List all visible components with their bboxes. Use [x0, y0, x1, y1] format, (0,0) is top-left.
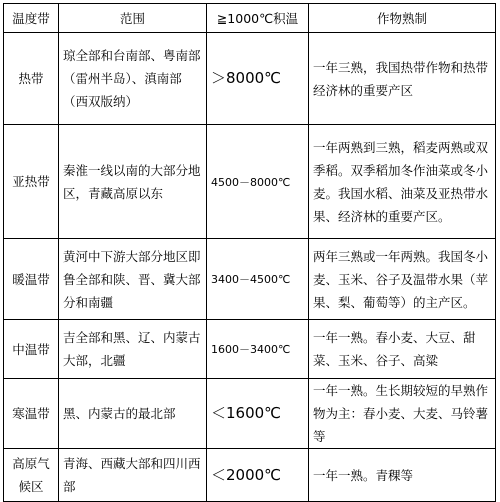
- range-cell: 秦淮一线以南的大部分地区，青藏高原以东: [59, 125, 207, 239]
- header-crops: 作物熟制: [309, 4, 496, 33]
- temp-cell: ＞8000℃: [207, 33, 309, 125]
- zone-cell: 暖温带: [4, 239, 59, 320]
- header-zone: 温度带: [4, 4, 59, 33]
- table-row: [4, 320, 496, 379]
- table-row: [4, 33, 496, 125]
- climate-zone-table: [3, 3, 496, 502]
- crops-cell: 一年一熟。春小麦、大豆、甜菜、玉米、谷子、高粱: [309, 320, 496, 379]
- temp-cell: 1600－3400℃: [207, 320, 309, 379]
- crops-cell: 两年三熟或一年两熟。我国冬小麦、玉米、谷子及温带水果（苹果、梨、葡萄等）的主产区。: [309, 239, 496, 320]
- temp-cell: ＜1600℃: [207, 379, 309, 449]
- temp-cell: 3400－4500℃: [207, 239, 309, 320]
- crops-cell: 一年一熟。生长期较短的早熟作物为主：春小麦、大麦、马铃薯等: [309, 379, 496, 449]
- zone-cell: 高原气候区: [4, 449, 59, 502]
- zone-cell: 寒温带: [4, 379, 59, 449]
- zone-cell: 热带: [4, 33, 59, 125]
- range-cell: 青海、西藏大部和四川西部: [59, 449, 207, 502]
- temp-cell: ＜2000℃: [207, 449, 309, 502]
- header-temp: ≧1000℃积温: [207, 4, 309, 33]
- range-cell: 黑、内蒙古的最北部: [59, 379, 207, 449]
- table-row: [4, 449, 496, 502]
- header-range: 范围: [59, 4, 207, 33]
- crops-cell: 一年两熟到三熟，稻麦两熟或双季稻。双季稻加冬作油菜或冬小麦。我国水稻、油菜及亚热带水果、经济林的重要产区。: [309, 125, 496, 239]
- crops-cell: 一年三熟，我国热带作物和热带经济林的重要产区: [309, 33, 496, 125]
- temp-cell: 4500－8000℃: [207, 125, 309, 239]
- range-cell: 黄河中下游大部分地区即鲁全部和陕、晋、冀大部分和南疆: [59, 239, 207, 320]
- range-cell: 琼全部和台南部、粤南部（雷州半岛）、滇南部（西双版纳）: [59, 33, 207, 125]
- table-row: [4, 239, 496, 320]
- zone-cell: 亚热带: [4, 125, 59, 239]
- zone-cell: 中温带: [4, 320, 59, 379]
- crops-cell: 一年一熟。青稞等: [309, 449, 496, 502]
- table-row: [4, 125, 496, 239]
- range-cell: 吉全部和黑、辽、内蒙古大部，北疆: [59, 320, 207, 379]
- header-row: [4, 4, 496, 33]
- table-row: [4, 379, 496, 449]
